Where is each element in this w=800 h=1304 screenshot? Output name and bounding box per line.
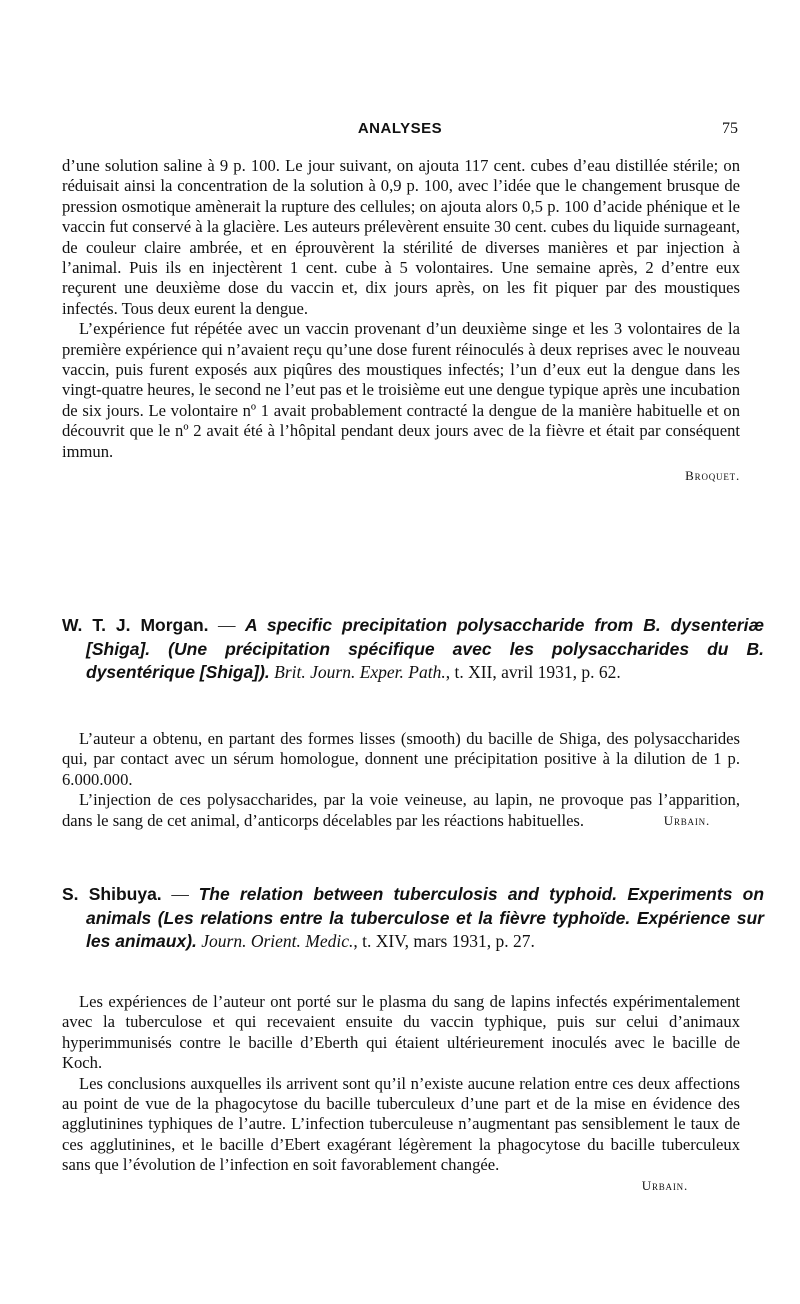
- entry-heading: [62, 614, 764, 685]
- paragraph: L’injection de ces polysaccharides, par la voie veineuse, au lapin, ne provoque pas l’apparition, dans le sang de cet animal, d’anticorps décelables par les réactions habituelles.: [62, 790, 740, 830]
- running-title: ANALYSES: [357, 120, 443, 137]
- paragraph: Les conclusions auxquelles ils arrivent sont qu’il n’existe aucune relation entre ces deux affections au point de vue de la phagocytose du bacille tuberculeux d’une part et de la mise en évidence des agglutinines typhiques de l’autre. L’infection tuberculeuse n’augmentant pas sensiblement le taux de ces agglutinines, et le bacille d’Ebert exagérant légèrement la phagocytose du bacille tuberculeux sans que l’évolution de l’infection en soit favorablement changée.: [62, 1073, 740, 1175]
- reviewer-signature: Urbain.: [641, 1177, 688, 1193]
- citation-details: , t. XII, avril 1931, p. 62.: [445, 662, 621, 682]
- paragraph: Les expériences de l’auteur ont porté sur le plasma du sang de lapins infectés expérimentalement avec la tuberculose et qui recevaient ensuite du vaccin typhique, puis sur celui d’animaux hyperimmunisés contre le bacille d’Eberth qui étaient ultérieurement inoculés avec le bacille de Koch.: [62, 992, 740, 1073]
- page-number: 75: [722, 120, 738, 137]
- reviewer-signature: Broquet.: [685, 468, 740, 484]
- paragraph: L’expérience fut répétée avec un vaccin provenant d’un deuxième singe et les 3 volontaires de la première expérience qui n’avaient reçu qu’une dose furent réinoculés à deux reprises avec le nouveau vaccin, puis furent exposés aux piqûres des moustiques infectés; l’un d’eux eut la dengue dans les vingt-quatre heures, le second ne l’eut pas et le troisième eut une dengue typique après une incubation de six jours. Le volontaire nº 1 avait probablement contracté la dengue de la manière habituelle et on découvrit que le nº 2 avait été à l’hôpital pendant deux jours avec de la fièvre et était par conséquent immun.: [62, 319, 740, 461]
- entry-body: [62, 729, 740, 829]
- entry-body: [62, 992, 740, 1194]
- entry-title: A specific precipitation polysaccharide from B. dysenteriæ [Shiga]. (Une précipitation spécifique avec les polysaccharides du B. dysentérique [Shiga]).: [86, 615, 765, 682]
- paragraph: d’une solution saline à 9 p. 100. Le jour suivant, on ajouta 117 cent. cubes d’eau distillée stérile; on réduisait ainsi la concentration de la solution à 0,9 p. 100, avec l’idée que le changement brusque de pression osmotique amènerait la rupture des cellules; on ajouta alors 0,5 p. 100 d’acide phénique et le vaccin fut conservé à la glacière. Les auteurs prélevèrent ensuite 30 cent. cubes du liquide surnageant, de couleur claire ambrée, et en éprouvèrent la stérilité de diverses manières et par injection à l’animal. Puis ils en injectèrent 1 cent. cube à 5 volontaires. Une semaine après, 2 d’entre eux reçurent une deuxième dose du vaccin et, dix jours après, on les fit piquer par des moustiques infectés. Tous deux eurent la dengue.: [62, 156, 740, 318]
- dash: —: [161, 884, 199, 904]
- entry-author: S. Shibuya.: [62, 884, 162, 904]
- journal-name: Brit. Journ. Exper. Path.: [274, 662, 446, 682]
- dengue-review-continuation: [62, 156, 740, 484]
- entry-title: The relation between tuberculosis and typhoid. Experiments on animals (Les relations entre la tuberculose et la fièvre typhoïde. Expérience sur les animaux).: [86, 884, 765, 951]
- citation-details: , t. XIV, mars 1931, p. 27.: [353, 931, 535, 951]
- paragraph: L’auteur a obtenu, en partant des formes lisses (smooth) du bacille de Shiga, des polysaccharides qui, par contact avec un sérum homologue, donnent une précipitation positive à la dilution de 1 p. 6.000.000.: [62, 729, 740, 789]
- reviewer-signature: Urbain.: [663, 813, 710, 829]
- page-header: [62, 120, 738, 142]
- entry-heading: [62, 883, 764, 954]
- journal-name: Journ. Orient. Medic.: [201, 931, 354, 951]
- dash: —: [208, 615, 245, 635]
- entry-author: W. T. J. Morgan.: [62, 615, 209, 635]
